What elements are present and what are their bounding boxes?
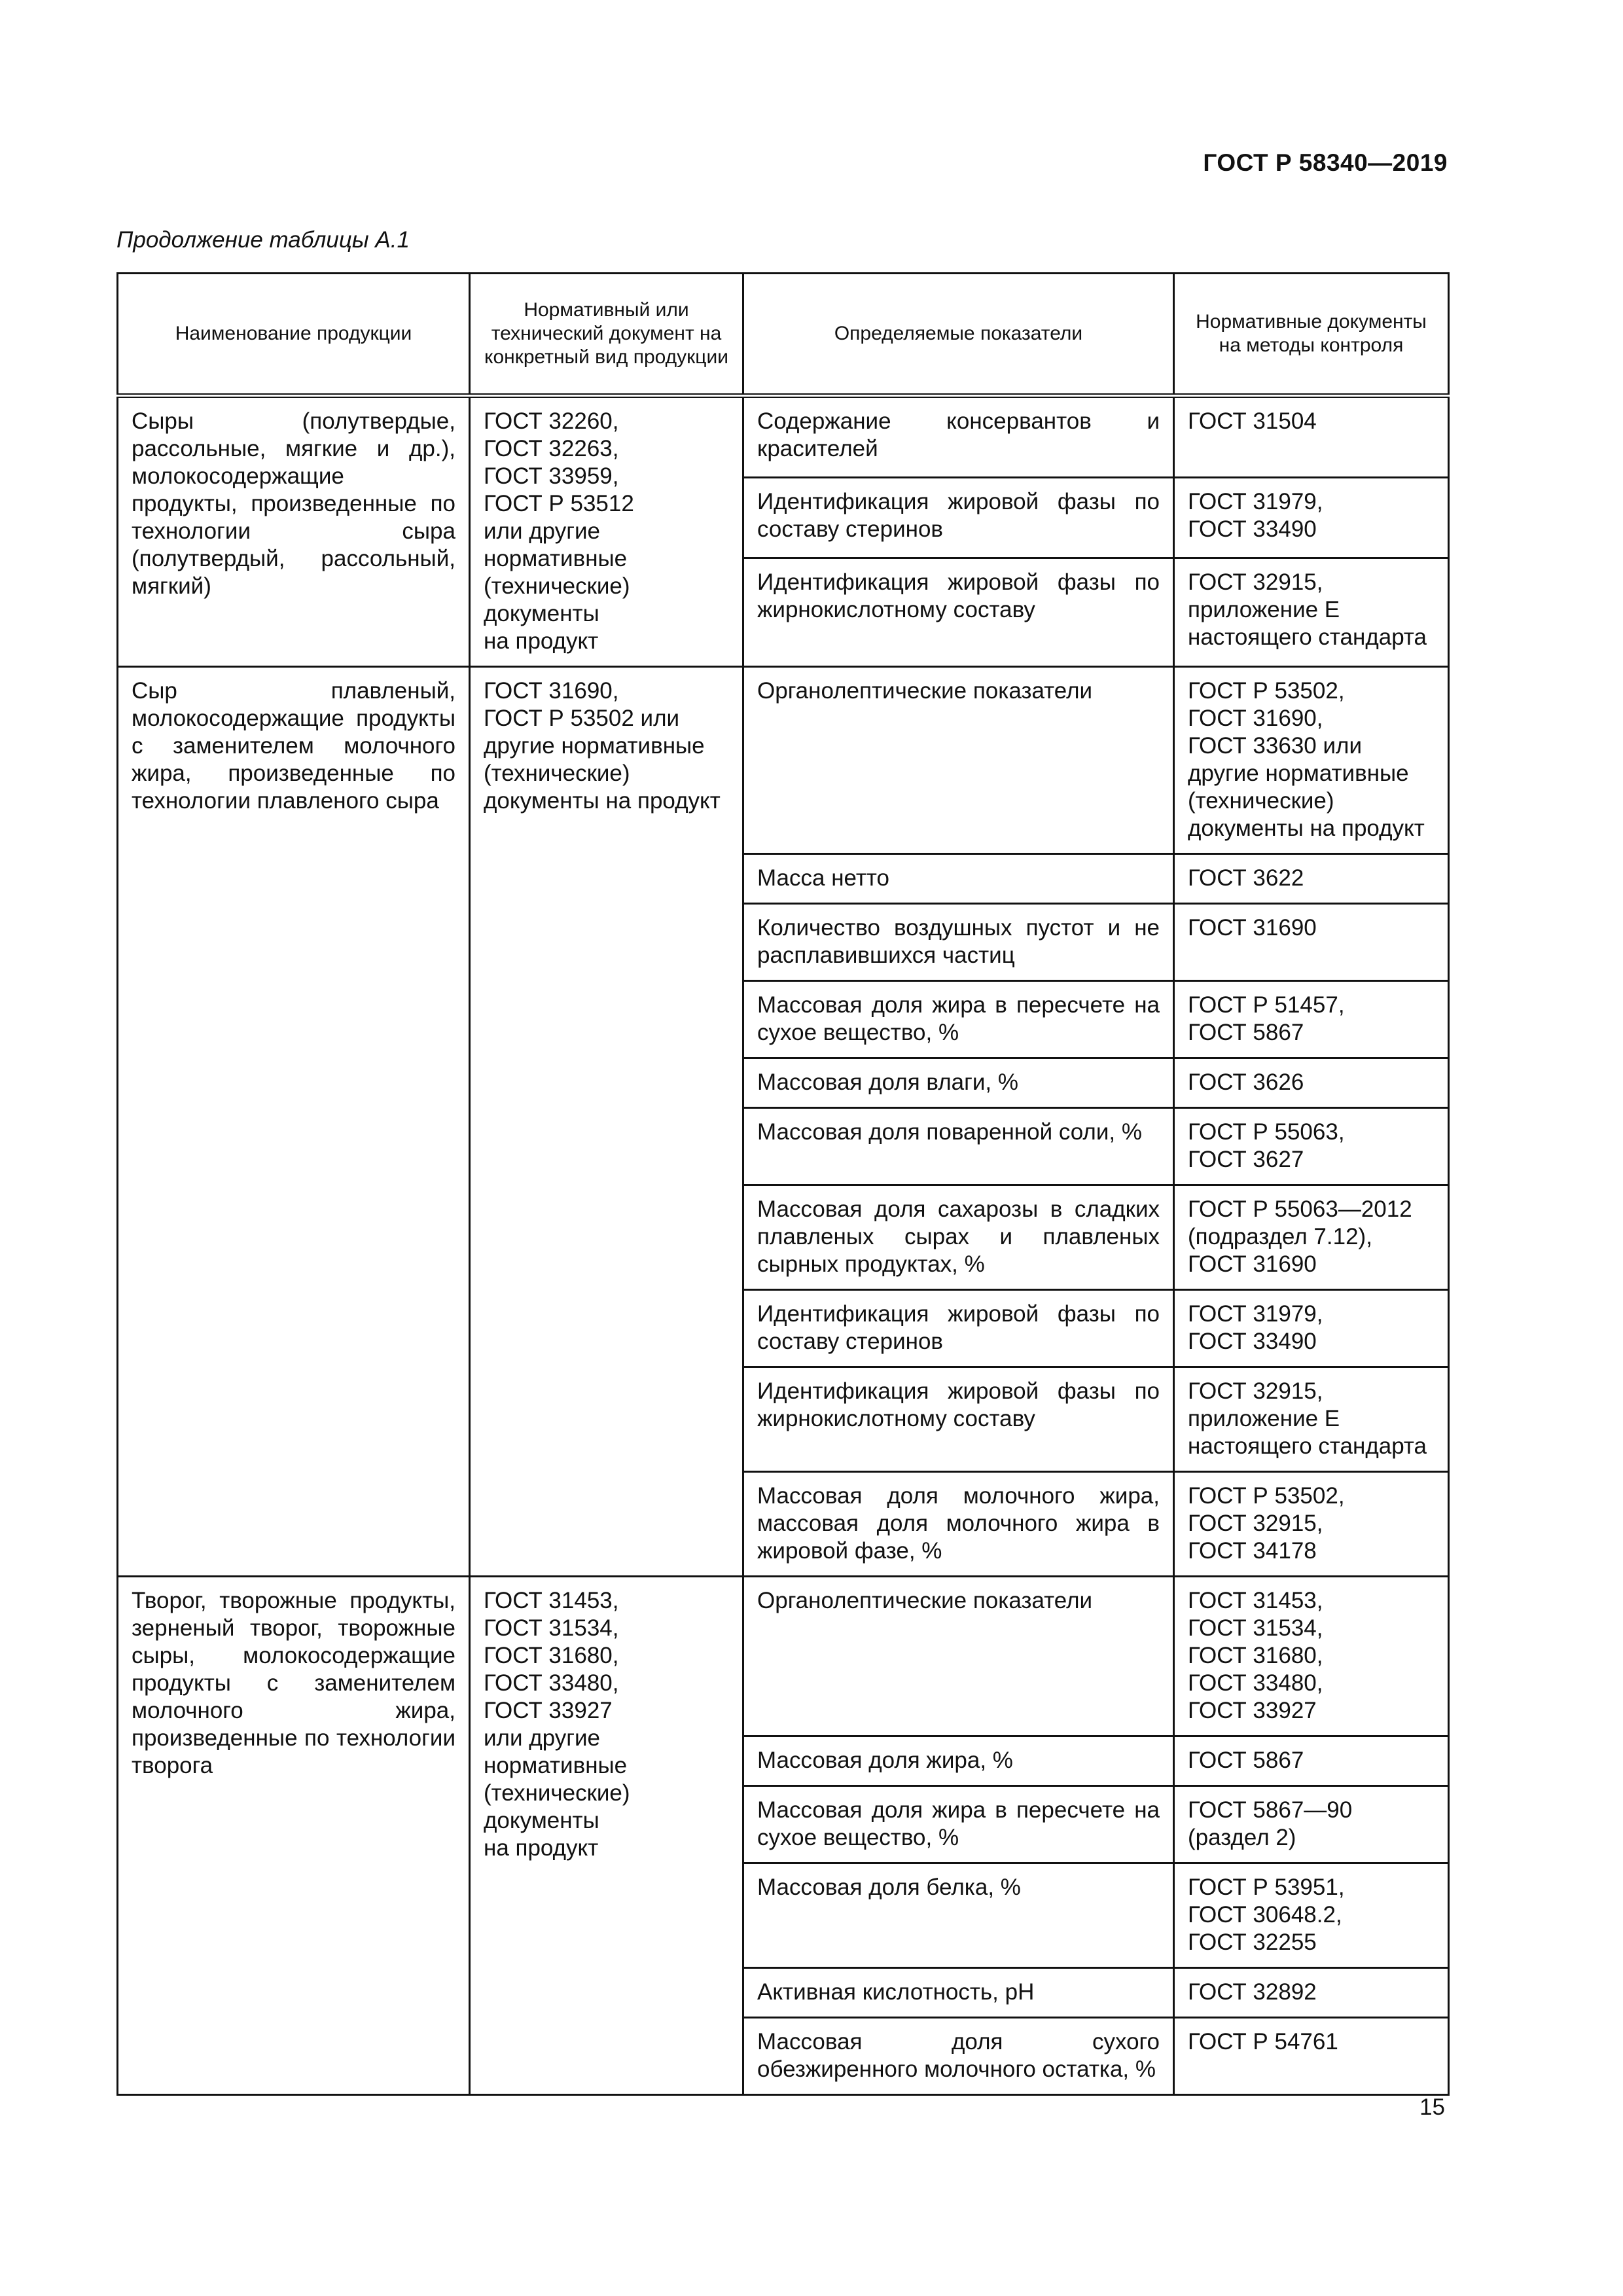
indicator-cell: Массовая доля жира в пересчете на сухое вещество, % <box>743 1786 1174 1863</box>
document-cell: ГОСТ 31453, ГОСТ 31534, ГОСТ 31680, ГОСТ 33480, ГОСТ 33927 или другие нормативные (технические) документы на продукт <box>470 1577 743 2095</box>
page-number: 15 <box>1419 2094 1445 2120</box>
method-cell: ГОСТ 31504 <box>1174 396 1449 478</box>
method-cell: ГОСТ 5867—90 (раздел 2) <box>1174 1786 1449 1863</box>
indicator-cell: Массовая доля сухого обезжиренного молочного остатка, % <box>743 2018 1174 2095</box>
method-cell: ГОСТ 31453, ГОСТ 31534, ГОСТ 31680, ГОСТ 33480, ГОСТ 33927 <box>1174 1577 1449 1736</box>
indicator-cell: Массовая доля поваренной соли, % <box>743 1108 1174 1185</box>
method-cell: ГОСТ Р 53951, ГОСТ 30648.2, ГОСТ 32255 <box>1174 1863 1449 1968</box>
indicator-cell: Содержание консервантов и красителей <box>743 396 1174 478</box>
method-cell: ГОСТ 5867 <box>1174 1736 1449 1786</box>
indicator-cell: Массовая доля сахарозы в сладких плавленых сырах и плавленых сырных продуктах, % <box>743 1185 1174 1290</box>
method-cell: ГОСТ Р 53502, ГОСТ 31690, ГОСТ 33630 или другие нормативные (технические) документы на продукт <box>1174 667 1449 854</box>
indicator-cell: Массовая доля жира в пересчете на сухое вещество, % <box>743 981 1174 1058</box>
indicator-cell: Активная кислотность, pH <box>743 1968 1174 2018</box>
table-header-row <box>118 274 1449 396</box>
product-cell: Творог, творожные продукты, зерненый творог, творожные сыры, молокосодержащие продукты с заменителем молочного жира, произведенные по технологии творога <box>118 1577 470 2095</box>
table-row <box>118 1577 1449 1736</box>
method-cell: ГОСТ Р 55063—2012 (подраздел 7.12), ГОСТ 31690 <box>1174 1185 1449 1290</box>
document-cell: ГОСТ 32260, ГОСТ 32263, ГОСТ 33959, ГОСТ Р 53512 или другие нормативные (технические) документы на продукт <box>470 396 743 667</box>
method-cell: ГОСТ 31690 <box>1174 904 1449 981</box>
indicator-cell: Органолептические показатели <box>743 667 1174 854</box>
indicator-cell: Идентификация жировой фазы по жирнокислотному составу <box>743 558 1174 666</box>
indicator-cell: Массовая доля влаги, % <box>743 1058 1174 1108</box>
method-cell: ГОСТ 32915, приложение Е настоящего стандарта <box>1174 1367 1449 1472</box>
method-cell: ГОСТ 32892 <box>1174 1968 1449 2018</box>
indicator-cell: Массовая доля жира, % <box>743 1736 1174 1786</box>
method-cell: ГОСТ 32915, приложение Е настоящего стандарта <box>1174 558 1449 666</box>
method-cell: ГОСТ 31979, ГОСТ 33490 <box>1174 1290 1449 1367</box>
method-cell: ГОСТ 31979, ГОСТ 33490 <box>1174 477 1449 558</box>
method-cell: ГОСТ 3622 <box>1174 854 1449 904</box>
method-cell: ГОСТ Р 55063, ГОСТ 3627 <box>1174 1108 1449 1185</box>
column-header-indicators: Определяемые показатели <box>743 274 1174 396</box>
indicator-cell: Идентификация жировой фазы по жирнокислотному составу <box>743 1367 1174 1472</box>
method-cell: ГОСТ Р 51457, ГОСТ 5867 <box>1174 981 1449 1058</box>
table-row <box>118 396 1449 478</box>
indicator-cell: Массовая доля белка, % <box>743 1863 1174 1968</box>
indicator-cell: Идентификация жировой фазы по составу стеринов <box>743 477 1174 558</box>
method-cell: ГОСТ Р 54761 <box>1174 2018 1449 2095</box>
product-cell: Сыры (полутвердые, рассольные, мягкие и др.), молокосодержащие продукты, произведенные по технологии сыра (полутвердый, рассольный, мягкий) <box>118 396 470 667</box>
product-cell: Сыр плавленый, молокосодержащие продукты с заменителем молочного жира, произведенные по технологии плавленого сыра <box>118 667 470 1577</box>
indicator-cell: Идентификация жировой фазы по составу стеринов <box>743 1290 1174 1367</box>
standards-table <box>116 272 1450 2096</box>
method-cell: ГОСТ 3626 <box>1174 1058 1449 1108</box>
column-header-methods: Нормативные документы на методы контроля <box>1174 274 1449 396</box>
indicator-cell: Количество воздушных пустот и не расплавившихся частиц <box>743 904 1174 981</box>
indicator-cell: Масса нетто <box>743 854 1174 904</box>
document-code: ГОСТ Р 58340—2019 <box>1203 149 1448 176</box>
indicator-cell: Массовая доля молочного жира, массовая доля молочного жира в жировой фазе, % <box>743 1472 1174 1577</box>
table-row <box>118 667 1449 854</box>
column-header-product: Наименование продукции <box>118 274 470 396</box>
table-caption: Продолжение таблицы А.1 <box>116 227 410 253</box>
column-header-document: Нормативный или технический документ на конкретный вид продукции <box>470 274 743 396</box>
indicator-cell: Органолептические показатели <box>743 1577 1174 1736</box>
document-cell: ГОСТ 31690, ГОСТ Р 53502 или другие нормативные (технические) документы на продукт <box>470 667 743 1577</box>
method-cell: ГОСТ Р 53502, ГОСТ 32915, ГОСТ 34178 <box>1174 1472 1449 1577</box>
